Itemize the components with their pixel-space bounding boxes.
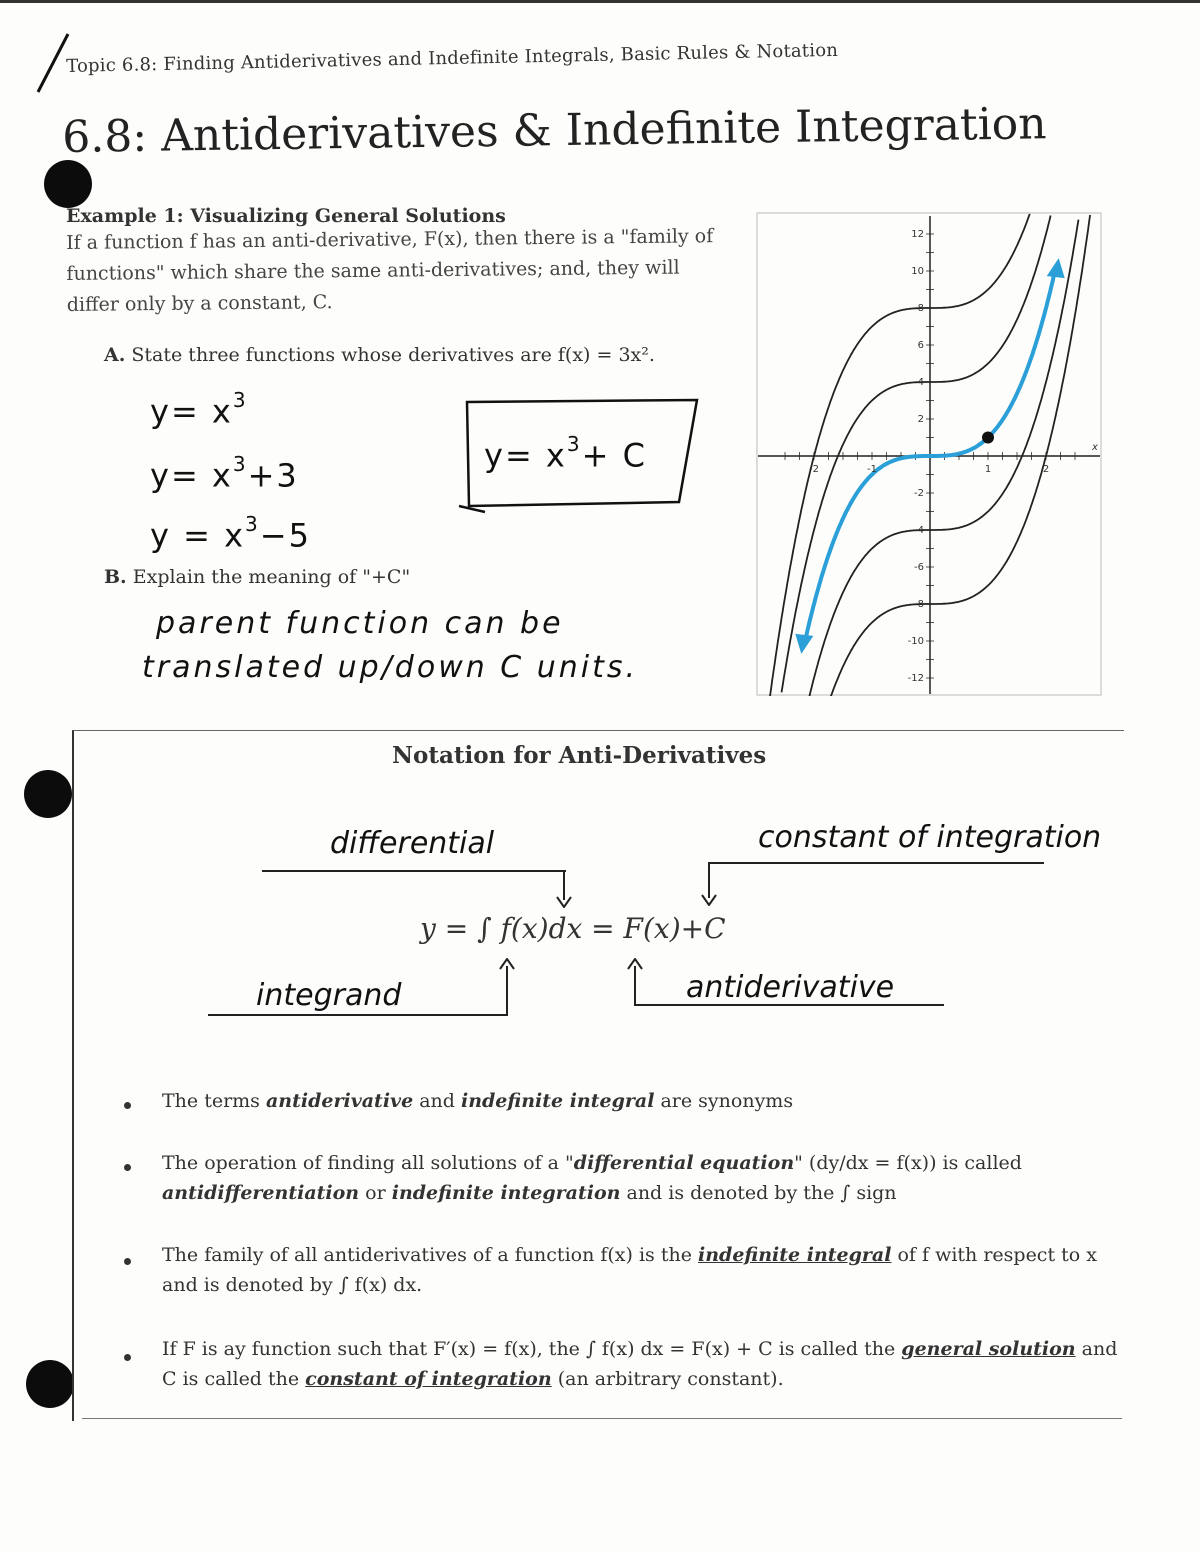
boxed-answer-suffix: + C [581, 436, 647, 475]
x-tick-label: 2 [1042, 464, 1050, 475]
punch-hole-3 [26, 1360, 74, 1408]
y-tick-label: 12 [911, 229, 924, 240]
constant-underline [708, 862, 1044, 864]
antiderivative-arrowhead [627, 958, 643, 970]
antiderivative-arrow [634, 966, 636, 1004]
label-antiderivative: antiderivative [686, 970, 895, 1005]
part-b-prompt: Explain the meaning of "+C" [132, 566, 411, 588]
bullet-4-post: (an arbitrary constant). [551, 1368, 784, 1390]
bullet-2-mid2: or [359, 1182, 392, 1204]
x-axis-label: x [1092, 442, 1098, 453]
bullet-4 [162, 1334, 1122, 1394]
part-a-label: A. [104, 344, 126, 366]
x-tick-label: -1 [867, 464, 877, 475]
y-tick-label: -6 [914, 562, 924, 573]
part-a-question [104, 344, 655, 366]
answer-2-suffix: +3 [247, 456, 299, 495]
y-tick-label: 4 [917, 377, 924, 388]
family-curve-3 [782, 216, 1051, 693]
term-antiderivative: antiderivative [265, 1090, 414, 1112]
bullet-2-dot [124, 1164, 131, 1171]
bullet-1-dot [124, 1102, 131, 1109]
antiderivative-formula: y = ∫ f(x)dx = F(x)+C [420, 912, 726, 945]
notation-title: Notation for Anti-Derivatives [392, 742, 767, 769]
y-tick-label: -12 [907, 673, 924, 684]
differential-arrowhead [556, 896, 572, 908]
part-a-prompt: State three functions whose derivatives are f(x) = 3x². [131, 344, 655, 366]
highlight-arrow-bottom [795, 634, 813, 654]
bullet-2-mid1: " (dy/dx = f(x)) is called [794, 1152, 1022, 1174]
answer-2-exp: 3 [232, 452, 248, 476]
scan-top-edge [0, 0, 1200, 3]
term-indefinite-integral-def: indefinite integral [698, 1244, 892, 1266]
bullet-4-pre: If F is ay function such that F′(x) = f(x), the ∫ f(x) dx = F(x) + C is called the [162, 1338, 902, 1360]
curve-point [982, 432, 994, 444]
part-b-answer-line-2: translated up/down C units. [142, 650, 639, 685]
boxed-answer [484, 432, 647, 475]
family-curve-2 [809, 220, 1078, 696]
punch-hole-2 [24, 770, 72, 818]
bullet-2-post: and is denoted by the ∫ sign [620, 1182, 897, 1204]
punch-hole-1 [44, 160, 92, 208]
bullet-3 [162, 1240, 1122, 1300]
highlight-arrow-top [1047, 258, 1065, 278]
integrand-arrowhead [499, 958, 515, 970]
page-title: 6.8: Antiderivatives & Indefinite Integration [62, 98, 1047, 163]
bullet-2-pre: The operation of finding all solutions of a " [162, 1152, 574, 1174]
term-antidifferentiation: antidifferentiation [162, 1182, 360, 1204]
x-tick-label: -2 [809, 464, 819, 475]
label-integrand: integrand [256, 978, 402, 1013]
term-constant-of-integration: constant of integration [305, 1368, 552, 1390]
answer-1 [150, 388, 248, 431]
term-indefinite-integral: indefinite integral [460, 1090, 655, 1112]
answer-3-exp: 3 [245, 512, 260, 536]
answer-1-base: y= x [150, 392, 233, 431]
answer-3-base: y = x [150, 516, 246, 555]
bullet-3-pre: The family of all antiderivatives of a function f(x) is the [162, 1244, 698, 1266]
answer-2 [150, 452, 299, 495]
y-tick-label: -4 [914, 525, 924, 536]
example-body: If a function f has an anti-derivative, F(x), then there is a "family of functions" which share the same anti-derivatives; and, they will differ only by a constant, C. [66, 225, 714, 316]
topic-line: Topic 6.8: Finding Antiderivatives and Indefinite Integrals, Basic Rules & Notation [66, 39, 839, 77]
bullet-1-mid: and [413, 1090, 461, 1112]
term-differential-equation: differential equation [573, 1152, 795, 1174]
bullet-1-post: are synonyms [654, 1090, 794, 1112]
cubic-family-graph [756, 212, 1102, 696]
part-b-label: B. [104, 566, 127, 588]
bullet-4-mid: and C is called the [162, 1338, 1118, 1390]
label-constant-of-integration: constant of integration [758, 820, 1102, 855]
part-b-question [104, 566, 410, 588]
term-general-solution: general solution [901, 1338, 1076, 1360]
antiderivative-underline [634, 1004, 944, 1006]
y-tick-label: 10 [911, 266, 924, 277]
differential-underline [262, 870, 566, 872]
y-tick-label: -2 [914, 488, 924, 499]
integrand-underline [208, 1014, 508, 1016]
answer-3-suffix: −5 [259, 516, 311, 555]
y-tick-label: 8 [917, 303, 924, 314]
boxed-answer-base: y= x [484, 436, 567, 475]
y-tick-label: -10 [907, 636, 924, 647]
example-title: Example 1: Visualizing General Solutions [66, 205, 506, 227]
answer-3 [150, 512, 311, 555]
bullet-1 [162, 1086, 1122, 1116]
y-tick-label: 6 [917, 340, 924, 351]
constant-arrowhead [701, 894, 717, 906]
integrand-arrow [506, 966, 508, 1014]
bullet-4-dot [124, 1354, 131, 1361]
bullet-3-post: of f with respect to x and is denoted by ∫ f(x) dx. [162, 1244, 1097, 1296]
x-tick-label: 1 [984, 464, 992, 475]
bullet-1-pre: The terms [162, 1090, 266, 1112]
boxed-answer-exp: 3 [566, 432, 582, 456]
answer-1-exp: 3 [232, 388, 248, 412]
constant-arrow [708, 862, 710, 898]
label-differential: differential [330, 826, 495, 861]
bullet-3-dot [124, 1258, 131, 1265]
bullet-2 [162, 1148, 1122, 1208]
answer-2-base: y= x [150, 456, 233, 495]
term-indefinite-integration: indefinite integration [391, 1182, 621, 1204]
y-tick-label: 2 [917, 414, 924, 425]
part-b-answer-line-1: parent function can be [156, 606, 564, 641]
y-tick-label: -8 [914, 599, 924, 610]
section-bottom-rule [82, 1418, 1122, 1419]
